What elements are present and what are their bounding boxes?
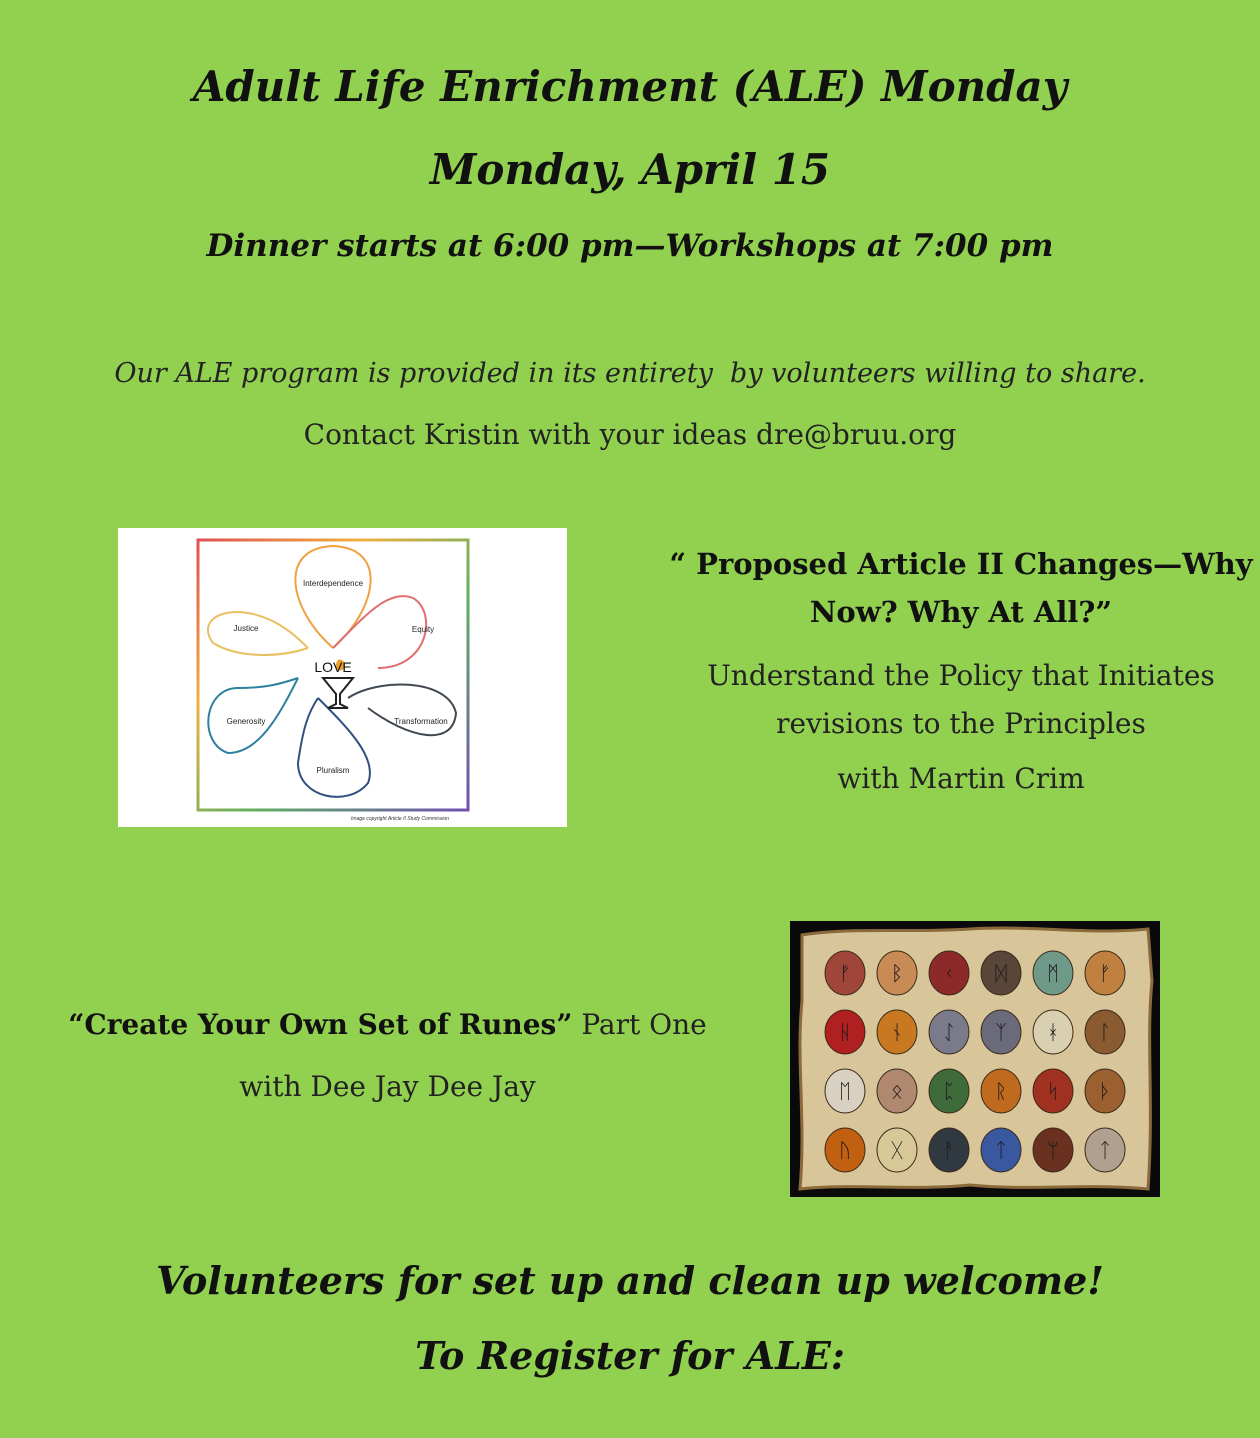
- rune-glyph: ᚱ: [995, 1079, 1007, 1103]
- love-label: LOVE: [314, 659, 352, 675]
- volunteers-note: Volunteers for set up and clean up welcome!: [156, 1258, 1104, 1303]
- workshop2-leader: with Dee Jay Dee Jay: [239, 1070, 536, 1103]
- rune-stone: [981, 951, 1021, 995]
- workshop1-desc-line2: revisions to the Principles: [776, 707, 1146, 740]
- rune-stone: [877, 1010, 917, 1054]
- rune-glyph: ᛈ: [943, 1079, 955, 1103]
- runes-image: [790, 921, 1160, 1197]
- rune-glyph: ᚺ: [839, 1020, 851, 1044]
- rune-stone: [825, 1128, 865, 1172]
- rune-stone: [1033, 1010, 1073, 1054]
- rune-glyph: ᚾ: [891, 1020, 903, 1044]
- image-credit: Image copyright Article II Study Commission: [351, 816, 449, 822]
- rune-stone: [1033, 951, 1073, 995]
- rune-stone: [1085, 1069, 1125, 1113]
- petal-label: Interdependence: [302, 579, 364, 588]
- love-petals-diagram: [118, 528, 567, 827]
- rune-stone: [929, 951, 969, 995]
- rune-glyph: ᚦ: [1099, 1079, 1111, 1103]
- rune-stone: [981, 1128, 1021, 1172]
- petal-label: Transformation: [394, 717, 448, 726]
- workshop1-description: [662, 652, 1260, 748]
- rune-stone: [877, 1069, 917, 1113]
- rune-glyph: ᚲ: [943, 961, 955, 985]
- rune-stone: [929, 1128, 969, 1172]
- workshop1-leader: with Martin Crim: [837, 762, 1085, 795]
- rune-stone: [1033, 1128, 1073, 1172]
- rune-stone: [929, 1069, 969, 1113]
- rune-glyph: ᛇ: [943, 1020, 955, 1044]
- rune-stone: [825, 1069, 865, 1113]
- runes-on-parchment: [790, 921, 1160, 1197]
- rune-glyph: ᚷ: [891, 1138, 903, 1162]
- event-date: Monday, April 15: [429, 145, 831, 194]
- contact-line: Contact Kristin with your ideas dre@bruu.org: [303, 418, 957, 451]
- rune-glyph: ᚼ: [1047, 1020, 1059, 1044]
- event-times: Dinner starts at 6:00 pm—Workshops at 7:00 pm: [206, 228, 1054, 264]
- rune-glyph: ᚨ: [943, 1138, 955, 1162]
- rune-glyph: ᛉ: [995, 1020, 1007, 1044]
- rune-stone: [877, 1128, 917, 1172]
- rune-glyph: ᚢ: [839, 1138, 851, 1162]
- rune-stone: [825, 1010, 865, 1054]
- rune-glyph: ᛋ: [1047, 1079, 1059, 1103]
- rune-glyph: ᛏ: [995, 1138, 1007, 1162]
- article-ii-diagram-image: [118, 528, 567, 827]
- program-note: Our ALE program is provided in its entirety by volunteers willing to share.: [114, 358, 1146, 389]
- workshop1-title-line2: Now? Why At All?”: [809, 595, 1113, 629]
- petal-label: Generosity: [226, 717, 266, 726]
- rune-stone: [929, 1010, 969, 1054]
- rune-stone: [1085, 951, 1125, 995]
- rune-stone: [1085, 1010, 1125, 1054]
- rune-stone: [825, 951, 865, 995]
- rune-glyph: ᛏ: [1099, 1138, 1111, 1162]
- rune-stone: [1033, 1069, 1073, 1113]
- rune-glyph: ᛖ: [839, 1079, 851, 1103]
- rune-glyph: ᛗ: [1047, 961, 1059, 985]
- rune-stone: [877, 951, 917, 995]
- rune-glyph: ᛚ: [1099, 1020, 1111, 1044]
- register-heading: To Register for ALE:: [415, 1333, 845, 1378]
- petal-label: Equity: [411, 625, 435, 634]
- workshop2-title: [0, 1008, 775, 1041]
- rune-glyph: ᚠ: [1099, 961, 1111, 985]
- rune-stone: [981, 1010, 1021, 1054]
- workshop1-title: [662, 540, 1260, 636]
- rune-glyph: ᛒ: [891, 961, 903, 985]
- workshop2-title-bold: “Create Your Own Set of Runes”: [68, 1008, 573, 1041]
- petal-label: Justice: [233, 624, 259, 633]
- rune-stone: [1085, 1128, 1125, 1172]
- rune-glyph: ᛘ: [1047, 1138, 1059, 1162]
- rune-glyph: ᛞ: [995, 961, 1007, 985]
- workshop1-title-line1: “ Proposed Article II Changes—Why: [669, 547, 1253, 581]
- page-title: Adult Life Enrichment (ALE) Monday: [192, 62, 1068, 111]
- petal-label: Pluralism: [316, 766, 350, 775]
- workshop2-title-rest: Part One: [572, 1008, 707, 1041]
- workshop1-desc-line1: Understand the Policy that Initiates: [707, 659, 1215, 692]
- rune-stone: [981, 1069, 1021, 1113]
- rune-glyph: ᚠ: [839, 961, 851, 985]
- rune-glyph: ᛟ: [891, 1079, 903, 1103]
